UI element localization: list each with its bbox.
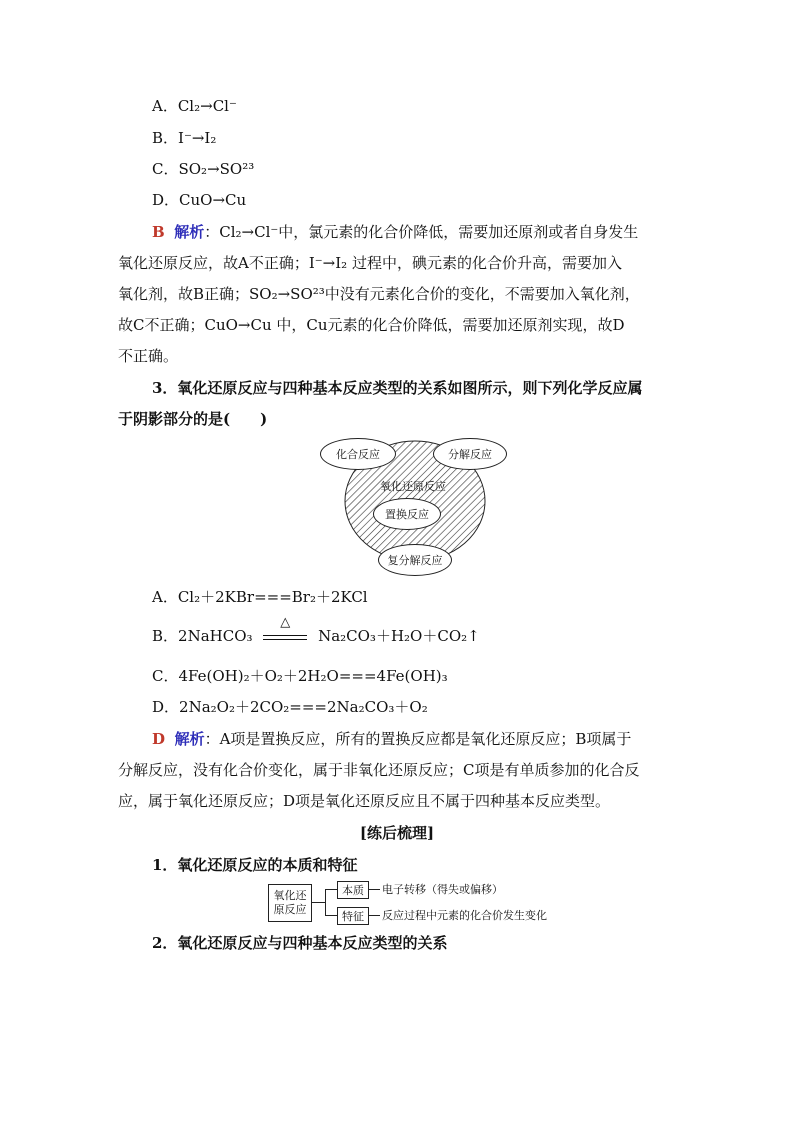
q3-option-d: D．2Na₂O₂＋2CO₂===2Na₂CO₃＋O₂ — [152, 698, 428, 716]
q3-stem-line-1: 3．氧化还原反应与四种基本反应类型的关系如图所示，则下列化学反应属 — [152, 379, 643, 397]
combination-reaction-ellipse: 化合反应 — [320, 438, 396, 470]
double-decomposition-ellipse: 复分解反应 — [378, 544, 452, 576]
reaction-type-diagram — [310, 438, 520, 578]
q2-option-a: A．Cl₂→Cl⁻ — [152, 97, 237, 115]
redox-root-box: 氧化还原反应 — [268, 884, 312, 922]
redox-label: 氧化还原反应 — [380, 480, 446, 493]
heating-condition — [263, 615, 307, 647]
review-item-2: 2．氧化还原反应与四种基本反应类型的关系 — [152, 934, 448, 952]
q2-explanation-line-1: B 解析：Cl₂→Cl⁻中，氯元素的化合价降低，需要加还原剂或者自身发生 — [152, 223, 639, 241]
q3-option-b: B．2NaHCO₃ △ Na₂CO₃＋H₂O＋CO₂↑ — [152, 615, 480, 645]
q2-option-b: B．I⁻→I₂ — [152, 129, 217, 147]
q3-option-a: A．Cl₂＋2KBr===Br₂＋2KCl — [152, 588, 368, 606]
q2-jiexi-label: 解析 — [174, 223, 205, 241]
q2-option-c: C．SO₂→SO²³ — [152, 160, 255, 178]
redox-concept-chart — [268, 880, 568, 926]
q3-explanation-line-1: D 解析：A项是置换反应，所有的置换反应都是氧化还原反应；B项属于 — [152, 730, 632, 748]
q3-explanation-line-2: 分解反应，没有化合价变化，属于非氧化还原反应；C项是有单质参加的化合反 — [118, 761, 640, 779]
review-heading: [练后梳理] — [359, 824, 435, 842]
essence-description: 电子转移（得失或偏移） — [382, 883, 503, 896]
q2-explanation-line-5: 不正确。 — [118, 347, 179, 365]
q2-option-d: D．CuO→Cu — [152, 191, 247, 209]
q2-explanation-line-2: 氧化还原反应，故A不正确；I⁻→I₂ 过程中，碘元素的化合价升高，需要加入 — [118, 254, 622, 272]
decomposition-reaction-ellipse: 分解反应 — [433, 438, 507, 470]
q3-jiexi-label: 解析 — [174, 730, 205, 748]
feature-description: 反应过程中元素的化合价发生变化 — [382, 909, 547, 922]
q3-option-c: C．4Fe(OH)₂＋O₂＋2H₂O===4Fe(OH)₃ — [152, 667, 448, 685]
essence-box: 本质 — [337, 881, 369, 899]
replacement-reaction-ellipse: 置换反应 — [373, 498, 441, 530]
review-item-1: 1．氧化还原反应的本质和特征 — [152, 856, 358, 874]
q3-stem-line-2: 于阴影部分的是( ) — [118, 410, 268, 428]
heating-triangle: △ — [280, 615, 291, 630]
q3-answer: D — [152, 730, 166, 748]
q3-explanation-line-3: 应，属于氧化还原反应；D项是氧化还原反应且不属于四种基本反应类型。 — [118, 792, 611, 810]
q2-explanation-line-4: 故C不正确；CuO→Cu 中，Cu元素的化合价降低，需要加还原剂实现，故D — [118, 316, 625, 334]
feature-box: 特征 — [337, 907, 369, 925]
q2-answer: B — [152, 223, 165, 241]
q2-explanation-line-3: 氧化剂，故B正确；SO₂→SO²³中没有元素化合价的变化，不需要加入氧化剂， — [118, 285, 640, 303]
